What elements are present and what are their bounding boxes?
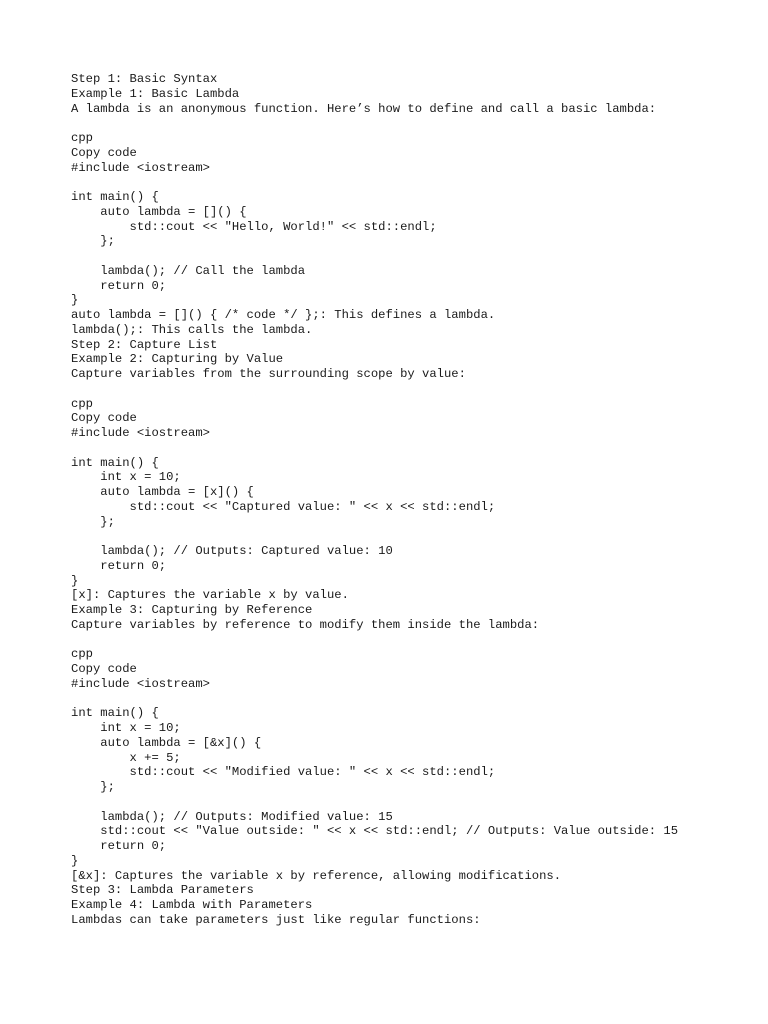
code-line: #include <iostream>: [71, 160, 210, 175]
code-line: std::cout << "Hello, World!" << std::endl;: [71, 219, 437, 234]
code-line: int main() {: [71, 455, 159, 470]
code-line: auto lambda = []() {: [71, 204, 247, 219]
copy-code-link[interactable]: Copy code: [71, 411, 137, 426]
code-line: [71, 692, 751, 707]
code-line: return 0;: [71, 278, 167, 293]
paragraph: A lambda is an anonymous function. Here’s how to define and call a basic lambda:: [71, 101, 657, 116]
code-line: auto lambda = [&x]() {: [71, 735, 262, 750]
code-line: [71, 529, 751, 544]
code-line: return 0;: [71, 558, 167, 573]
code-line: return 0;: [71, 839, 167, 853]
blank-line: [71, 116, 751, 131]
code-line: }: [71, 293, 79, 308]
code-line: std::cout << "Captured value: " << x << std::endl;: [71, 499, 496, 514]
code-line: [71, 795, 751, 810]
paragraph: Lambdas can take parameters just like regular functions:: [71, 912, 481, 927]
code-line: int main() {: [71, 706, 159, 721]
heading-step-2: Step 2: Capture List: [71, 337, 218, 352]
code-line: int x = 10;: [71, 721, 181, 735]
paragraph: lambda();: This calls the lambda.: [71, 322, 313, 337]
code-line: }: [71, 853, 79, 868]
code-line: };: [71, 514, 115, 529]
blank-line: [71, 633, 751, 648]
heading-step-1: Step 1: Basic Syntax: [71, 72, 218, 86]
code-line: std::cout << "Value outside: " << x << std::endl; // Outputs: Value outside: 15: [71, 824, 679, 839]
heading-example-2: Example 2: Capturing by Value: [71, 352, 284, 367]
code-line: int main() {: [71, 190, 159, 204]
paragraph: Capture variables by reference to modify them inside the lambda:: [71, 617, 540, 632]
code-language-label: cpp: [71, 647, 93, 662]
code-line: [71, 175, 751, 190]
paragraph: auto lambda = []() { /* code */ };: This defines a lambda.: [71, 308, 496, 322]
code-line: std::cout << "Modified value: " << x << std::endl;: [71, 765, 496, 780]
document-body: [71, 72, 751, 928]
code-line: [71, 441, 751, 456]
code-line: lambda(); // Outputs: Captured value: 10: [71, 544, 393, 558]
code-line: };: [71, 234, 115, 249]
code-line: #include <iostream>: [71, 426, 210, 440]
code-line: int x = 10;: [71, 470, 181, 485]
paragraph: [x]: Captures the variable x by value.: [71, 588, 349, 603]
code-line: }: [71, 573, 79, 588]
code-line: };: [71, 780, 115, 794]
code-line: lambda(); // Call the lambda: [71, 263, 306, 278]
heading-example-3: Example 3: Capturing by Reference: [71, 603, 313, 617]
copy-code-link[interactable]: Copy code: [71, 145, 137, 160]
code-line: #include <iostream>: [71, 676, 210, 691]
code-language-label: cpp: [71, 396, 93, 411]
code-language-label: cpp: [71, 131, 93, 145]
copy-code-link[interactable]: Copy code: [71, 662, 137, 676]
paragraph: [&x]: Captures the variable x by reference, allowing modifications.: [71, 868, 562, 883]
code-line: lambda(); // Outputs: Modified value: 15: [71, 809, 393, 824]
code-line: auto lambda = [x]() {: [71, 485, 254, 499]
code-line: [71, 249, 751, 264]
blank-line: [71, 382, 751, 397]
code-line: x += 5;: [71, 750, 181, 765]
heading-example-4: Example 4: Lambda with Parameters: [71, 898, 313, 912]
heading-step-3: Step 3: Lambda Parameters: [71, 883, 254, 898]
heading-example-1: Example 1: Basic Lambda: [71, 86, 240, 101]
paragraph: Capture variables from the surrounding scope by value:: [71, 367, 466, 381]
